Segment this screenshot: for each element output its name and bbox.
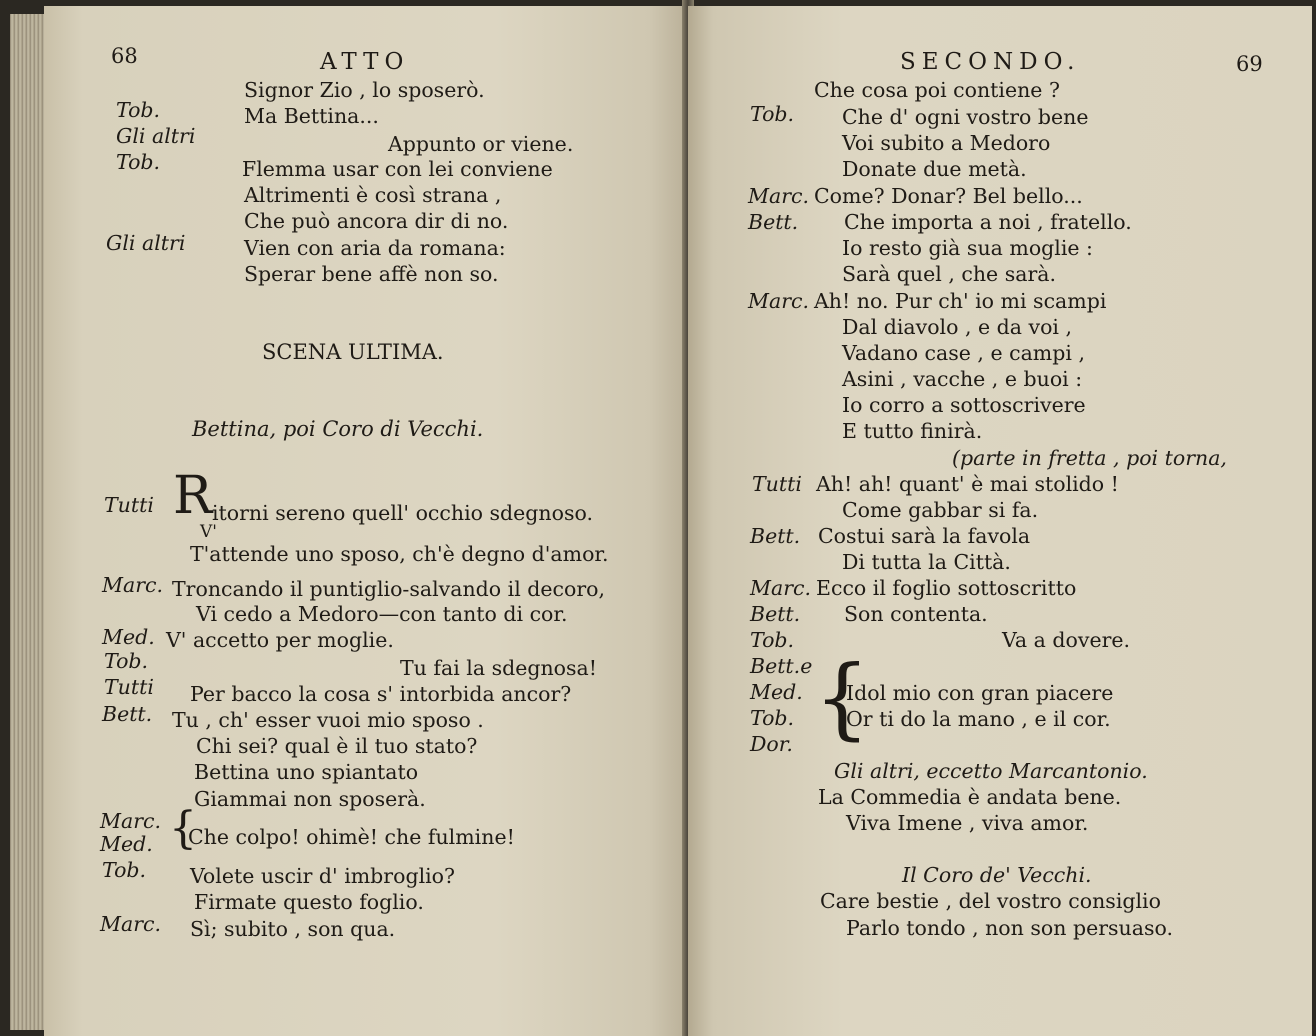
brace-icon: { xyxy=(814,646,870,749)
page-number: 69 xyxy=(1236,52,1263,76)
verse-line: Voi subito a Medoro xyxy=(842,131,1051,155)
verse-line: Costui sarà la favola xyxy=(818,524,1031,548)
verse-line: Troncando il puntiglio-salvando il decoro, xyxy=(172,577,606,601)
verse-line: Or ti do la mano , e il cor. xyxy=(846,707,1111,731)
verse-line: Ah! no. Pur ch' io mi scampi xyxy=(814,289,1107,313)
speaker-label: Bett. xyxy=(748,210,799,234)
verse-line: Donate due metà. xyxy=(842,157,1027,181)
verse-line: Che importa a noi , fratello. xyxy=(844,210,1132,234)
verse-line: Bettina uno spiantato xyxy=(194,760,419,784)
verse-line: Dal diavolo , e da voi , xyxy=(842,315,1073,339)
right-page xyxy=(688,6,1312,1036)
verse-line: Son contenta. xyxy=(844,602,988,626)
page-number: 68 xyxy=(111,44,138,68)
verse-line: Volete uscir d' imbroglio? xyxy=(190,864,456,888)
verse-line: Per bacco la cosa s' intorbida ancor? xyxy=(190,682,572,706)
verse-line: Che cosa poi contiene ? xyxy=(814,78,1060,102)
verse-line: Vi cedo a Medoro—con tanto di cor. xyxy=(196,602,568,626)
verse-line: Sperar bene affè non so. xyxy=(244,262,499,286)
verse-line: Altrimenti è così strana , xyxy=(244,183,502,207)
speaker-label: Marc. xyxy=(748,184,810,208)
scene-heading: SCENA ULTIMA. xyxy=(262,340,444,364)
speaker-label: Marc. xyxy=(100,809,162,833)
speaker-label: Gli altri xyxy=(106,231,186,255)
verse-line: Firmate questo foglio. xyxy=(194,890,424,914)
verse-line: Viva Imene , viva amor. xyxy=(846,811,1089,835)
verse-line: Tu fai la sdegnosa! xyxy=(400,656,597,680)
speaker-label: Gli altri xyxy=(116,124,196,148)
speaker-label: Tob. xyxy=(116,98,161,122)
speaker-label: Marc. xyxy=(748,289,810,313)
speaker-label: Tutti xyxy=(104,493,154,517)
verse-line: Va a dovere. xyxy=(1002,628,1131,652)
verse-line: itorni sereno quell' occhio sdegnoso. xyxy=(212,501,593,525)
speaker-label: Tob. xyxy=(750,706,795,730)
speaker-label: Marc. xyxy=(100,912,162,936)
verse-line: V' accetto per moglie. xyxy=(166,628,394,652)
verse-line: Come? Donar? Bel bello... xyxy=(814,184,1083,208)
speaker-label: Bett. xyxy=(102,702,153,726)
speaker-label: Bett. xyxy=(750,524,801,548)
stage-direction: (parte in fretta , poi torna, xyxy=(952,446,1227,470)
speaker-label: Tob. xyxy=(104,649,149,673)
running-head: ATTO xyxy=(320,49,410,75)
verse-line: Chi sei? qual è il tuo stato? xyxy=(196,734,478,758)
chorus-heading: Il Coro de' Vecchi. xyxy=(902,863,1092,887)
running-head: SECONDO. xyxy=(900,49,1081,75)
left-page xyxy=(44,6,688,1036)
verse-line: Vien con aria da romana: xyxy=(244,236,506,260)
speaker-label: Tutti xyxy=(104,675,154,699)
verse-line: Ecco il foglio sottoscritto xyxy=(816,576,1077,600)
verse-line: Signor Zio , lo sposerò. xyxy=(244,78,485,102)
verse-line: La Commedia è andata bene. xyxy=(818,785,1122,809)
speaker-label: Tob. xyxy=(116,150,161,174)
verse-line: Asini , vacche , e buoi : xyxy=(842,367,1083,391)
verse-line: Vadano case , e campi , xyxy=(842,341,1085,365)
verse-line: Ah! ah! quant' è mai stolido ! xyxy=(816,472,1119,496)
stage-direction: Gli altri, eccetto Marcantonio. xyxy=(834,759,1148,783)
verse-line: E tutto finirà. xyxy=(842,419,983,443)
speaker-label: Med. xyxy=(750,680,803,704)
speaker-label: Tob. xyxy=(750,628,795,652)
speaker-label: Bett. xyxy=(750,602,801,626)
verse-line: Di tutta la Città. xyxy=(842,550,1011,574)
brace-icon: { xyxy=(169,803,197,854)
verse-line: Tu , ch' esser vuoi mio sposo . xyxy=(172,708,484,732)
speaker-label: Dor. xyxy=(750,732,793,756)
verse-line: T'attende uno sposo, ch'è degno d'amor. xyxy=(190,542,609,566)
stage-direction: Bettina, poi Coro di Vecchi. xyxy=(192,417,484,441)
verse-line: Che d' ogni vostro bene xyxy=(842,105,1089,129)
speaker-label: Med. xyxy=(100,832,153,856)
speaker-label: Tob. xyxy=(102,858,147,882)
verse-line: Io resto già sua moglie : xyxy=(842,236,1093,260)
verse-line: V' xyxy=(200,522,217,542)
verse-line: Che colpo! ohimè! che fulmine! xyxy=(188,825,515,849)
drop-cap: R xyxy=(173,466,213,526)
verse-line: Che può ancora dir di no. xyxy=(244,209,509,233)
speaker-label: Marc. xyxy=(102,573,164,597)
verse-line: Io corro a sottoscrivere xyxy=(842,393,1086,417)
verse-line: Care bestie , del vostro consiglio xyxy=(820,889,1161,913)
verse-line: Idol mio con gran piacere xyxy=(846,681,1114,705)
speaker-label: Marc. xyxy=(750,576,812,600)
verse-line: Flemma usar con lei conviene xyxy=(242,157,553,181)
verse-line: Sarà quel , che sarà. xyxy=(842,262,1056,286)
verse-line: Giammai non sposerà. xyxy=(194,787,426,811)
verse-line: Parlo tondo , non son persuaso. xyxy=(846,916,1173,940)
speaker-label: Tutti xyxy=(752,472,802,496)
speaker-label: Bett.e xyxy=(750,654,813,678)
verse-line: Appunto or viene. xyxy=(388,132,574,156)
verse-line: Ma Bettina... xyxy=(244,104,379,128)
speaker-label: Tob. xyxy=(750,102,795,126)
verse-line: Come gabbar si fa. xyxy=(842,498,1039,522)
verse-line: Sì; subito , son qua. xyxy=(190,917,396,941)
speaker-label: Med. xyxy=(102,625,155,649)
